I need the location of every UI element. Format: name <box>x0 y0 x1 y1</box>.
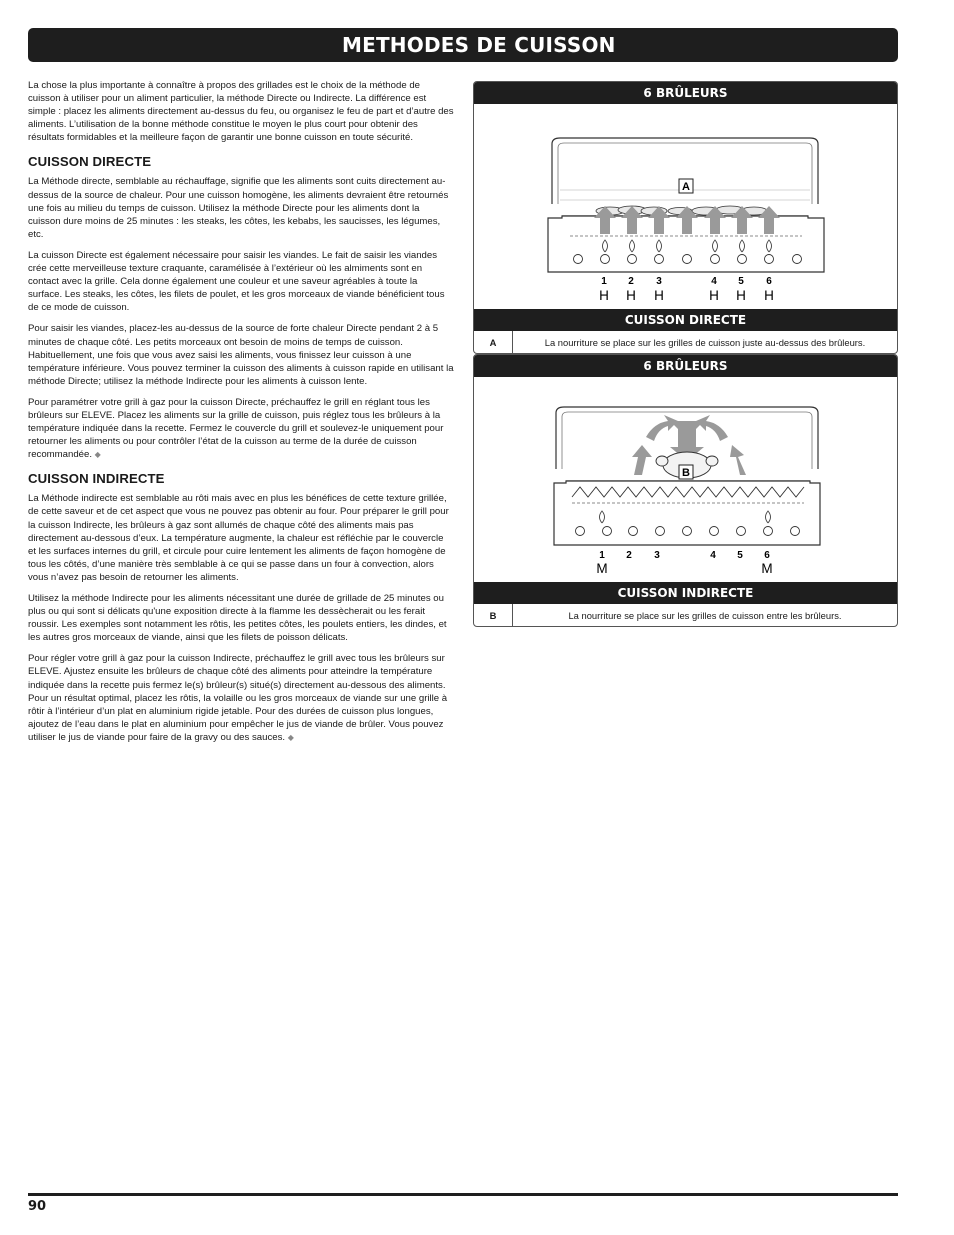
panel-caption: CUISSON DIRECTE <box>474 309 897 331</box>
body-text-column <box>28 79 454 752</box>
burner-level: M <box>596 561 608 576</box>
indirect-paragraph-2: Utilisez la méthode Indirecte pour les aliments nécessitant une durée de grillade de 25 minutes ou plus ou qui sont si délicats qu'une exposition directe à la flamme les dessècherait ou les ferait roussir. Les exemples sont notamment les rôtis, les petites côtes, les poulets entiers, les dindes, et les autres gros morceaux de viande, ainsi que les filets de poisson délicats. <box>28 593 447 644</box>
burner-level: H <box>626 288 636 303</box>
panel-header: 6 BRÛLEURS <box>474 82 897 104</box>
burner-knob-icon <box>574 255 802 264</box>
callout-label: A <box>682 181 690 193</box>
callout-label: B <box>682 467 690 479</box>
burner-number: 3 <box>654 550 660 561</box>
burner-number: 5 <box>738 276 744 287</box>
burner-number: 2 <box>626 550 632 561</box>
burner-level: H <box>736 288 746 303</box>
indirect-cooking-panel <box>473 354 898 627</box>
burner-number: 6 <box>766 276 772 287</box>
burner-number: 1 <box>599 550 605 561</box>
direct-grill-illustration <box>474 104 898 291</box>
indirect-grill-illustration <box>474 377 898 564</box>
legend-key: B <box>474 604 513 626</box>
legend-row <box>474 604 897 626</box>
burner-number: 6 <box>764 550 770 561</box>
burner-number: 5 <box>737 550 743 561</box>
burner-level: H <box>654 288 664 303</box>
burner-level: H <box>599 288 609 303</box>
legend-key: A <box>474 331 513 353</box>
burner-number: 4 <box>710 550 716 561</box>
direct-cooking-panel <box>473 81 898 354</box>
direct-paragraph-3: Pour saisir les viandes, placez-les au-dessus de la source de forte chaleur Directe pendant 2 à 5 minutes de chaque côté. Les petits morceaux ont besoin de moins de temps de cuisson. Habituellement, une fois que vous avez saisi les aliments, vous finissez leur cuisson à une température inférieure. Vous pouvez terminer la cuisson des aliments à cuisson rapide en utilisant la méthode Directe; utilisez la méthode Indirecte pour les aliments à cuisson lente. <box>28 323 454 387</box>
burner-number: 2 <box>628 276 634 287</box>
indirect-grill-diagram <box>474 377 897 564</box>
direct-heading: CUISSON DIRECTE <box>28 154 152 170</box>
legend-text: La nourriture se place sur les grilles de cuisson entre les brûleurs. <box>568 609 842 621</box>
direct-paragraph-4-wrap <box>28 396 454 461</box>
page-number: 90 <box>28 1199 47 1214</box>
page-title-bar <box>28 28 898 62</box>
burner-levels-row <box>474 288 897 309</box>
direct-paragraph-1: La Méthode directe, semblable au réchauffage, signifie que les aliments sont cuits directement au-dessus de la source de chaleur. Pour une cuisson homogène, les aliments devraient être retournés une fois au milieu du temps de cuisson. Utilisez la méthode Directe pour les aliments dont la cuisson dure moins de 25 minutes : les steaks, les côtes, les kebabs, les saucisses, les légumes, etc. <box>28 176 449 240</box>
footer-rule <box>28 1193 898 1196</box>
burner-knob-icon <box>576 527 800 536</box>
legend-text: La nourriture se place sur les grilles de cuisson juste au-dessus des brûleurs. <box>544 336 866 348</box>
direct-paragraph-4: Pour paramétrer votre grill à gaz pour la cuisson Directe, préchauffez le grill en réglant tous les brûleurs sur ELEVE. Placez les aliments sur la grille de cuisson, puis réglez tous les brûleurs à la température indiquée dans la recette. Fermez le couvercle du grill et soulevez-le uniquement pour retourner les aliments ou pour contrôler l’état de la cuisson au terme de la durée de cuisson recommandée. <box>28 396 444 461</box>
burner-number: 1 <box>601 276 607 287</box>
burner-level: H <box>709 288 719 303</box>
burner-number: 3 <box>656 276 662 287</box>
burner-level: M <box>761 561 773 576</box>
burner-levels-row <box>474 561 897 582</box>
indirect-heading: CUISSON INDIRECTE <box>28 471 165 487</box>
panel-header: 6 BRÛLEURS <box>474 355 897 377</box>
legend-row <box>474 331 897 353</box>
indirect-paragraph-3-wrap <box>28 652 454 744</box>
indirect-paragraph-1: La Méthode indirecte est semblable au rôti mais avec en plus les bénéfices de cette texture grillée, de cette saveur et de cet aspect que vous ne pouvez pas obtenir au four. Pour préparer le grill pour la cuisson Indirecte, les brûleurs à gaz sont allumés de chaque côté des aliments mais pas directement au-dessous d’eux. La température augmente, la chaleur est réfléchie par le couvercle et les surfaces internes du grill, et circule pour cuire lentement les aliments de façon homogène de tous les côtés, d’une manière très semblable à ce qui se passe dans un four à convection, alors vous n’avez pas besoin de retourner les aliments. <box>28 493 449 583</box>
burner-number: 4 <box>711 276 717 287</box>
intro-paragraph: La chose la plus importante à connaître à propos des grillades est le choix de la méthode de cuisson à utiliser pour un aliment particulier, la méthode Directe ou Indirecte. La différence est simple : placez les aliments directement au-dessus du feu, ou organisez le feu de part et d’autre des aliments. L’utilisation de la bonne méthode constitue le moyen le plus court pour obtenir des résultats formidables et la meilleure façon de garantir une bonne cuisson en toute sécurité. <box>28 80 454 144</box>
burner-level: H <box>764 288 774 303</box>
direct-paragraph-2: La cuisson Directe est également nécessaire pour saisir les viandes. Le fait de saisir les viandes crée cette merveilleuse texture craquante, caramélisée à l’extérieur où les almiments sont en contact avec la grille. Cela donne également une couleur et une saveur agréables à toute la surface. Les steaks, les côtes, les filets de poulet, et les gros morceaux de viande bénéficient tous de ce mode de cuisson. <box>28 249 445 314</box>
panel-caption: CUISSON INDIRECTE <box>474 582 897 604</box>
page-title: METHODES DE CUISSON <box>342 33 616 57</box>
direct-grill-diagram <box>474 104 897 291</box>
end-mark-icon: ◆ <box>94 450 101 460</box>
grill-lid-icon <box>552 138 818 204</box>
indirect-paragraph-3: Pour régler votre grill à gaz pour la cuisson Indirecte, préchauffez le grill avec tous les brûleurs sur ELEVE. Ajustez ensuite les brûleurs de chaque côté des aliments pour atteindre la température indiquée dans la recette puis fermez le(s) brûleur(s) situé(s) directement au-dessous des aliments. Pour un résultat optimal, placez les rôtis, la volaille ou les gros morceaux de viande sur une grille à rôtir à l’intérieur d’un plat en aluminium rigide jetable. Pour des durées de cuisson plus longues, ajoutez de l’eau dans le plat en aluminium pour empêcher le jus de viande de brûler. Vous pouvez utiliser le jus de viande pour faire de la gravy ou des sauces. <box>28 653 448 743</box>
end-mark-icon: ◆ <box>287 732 294 742</box>
